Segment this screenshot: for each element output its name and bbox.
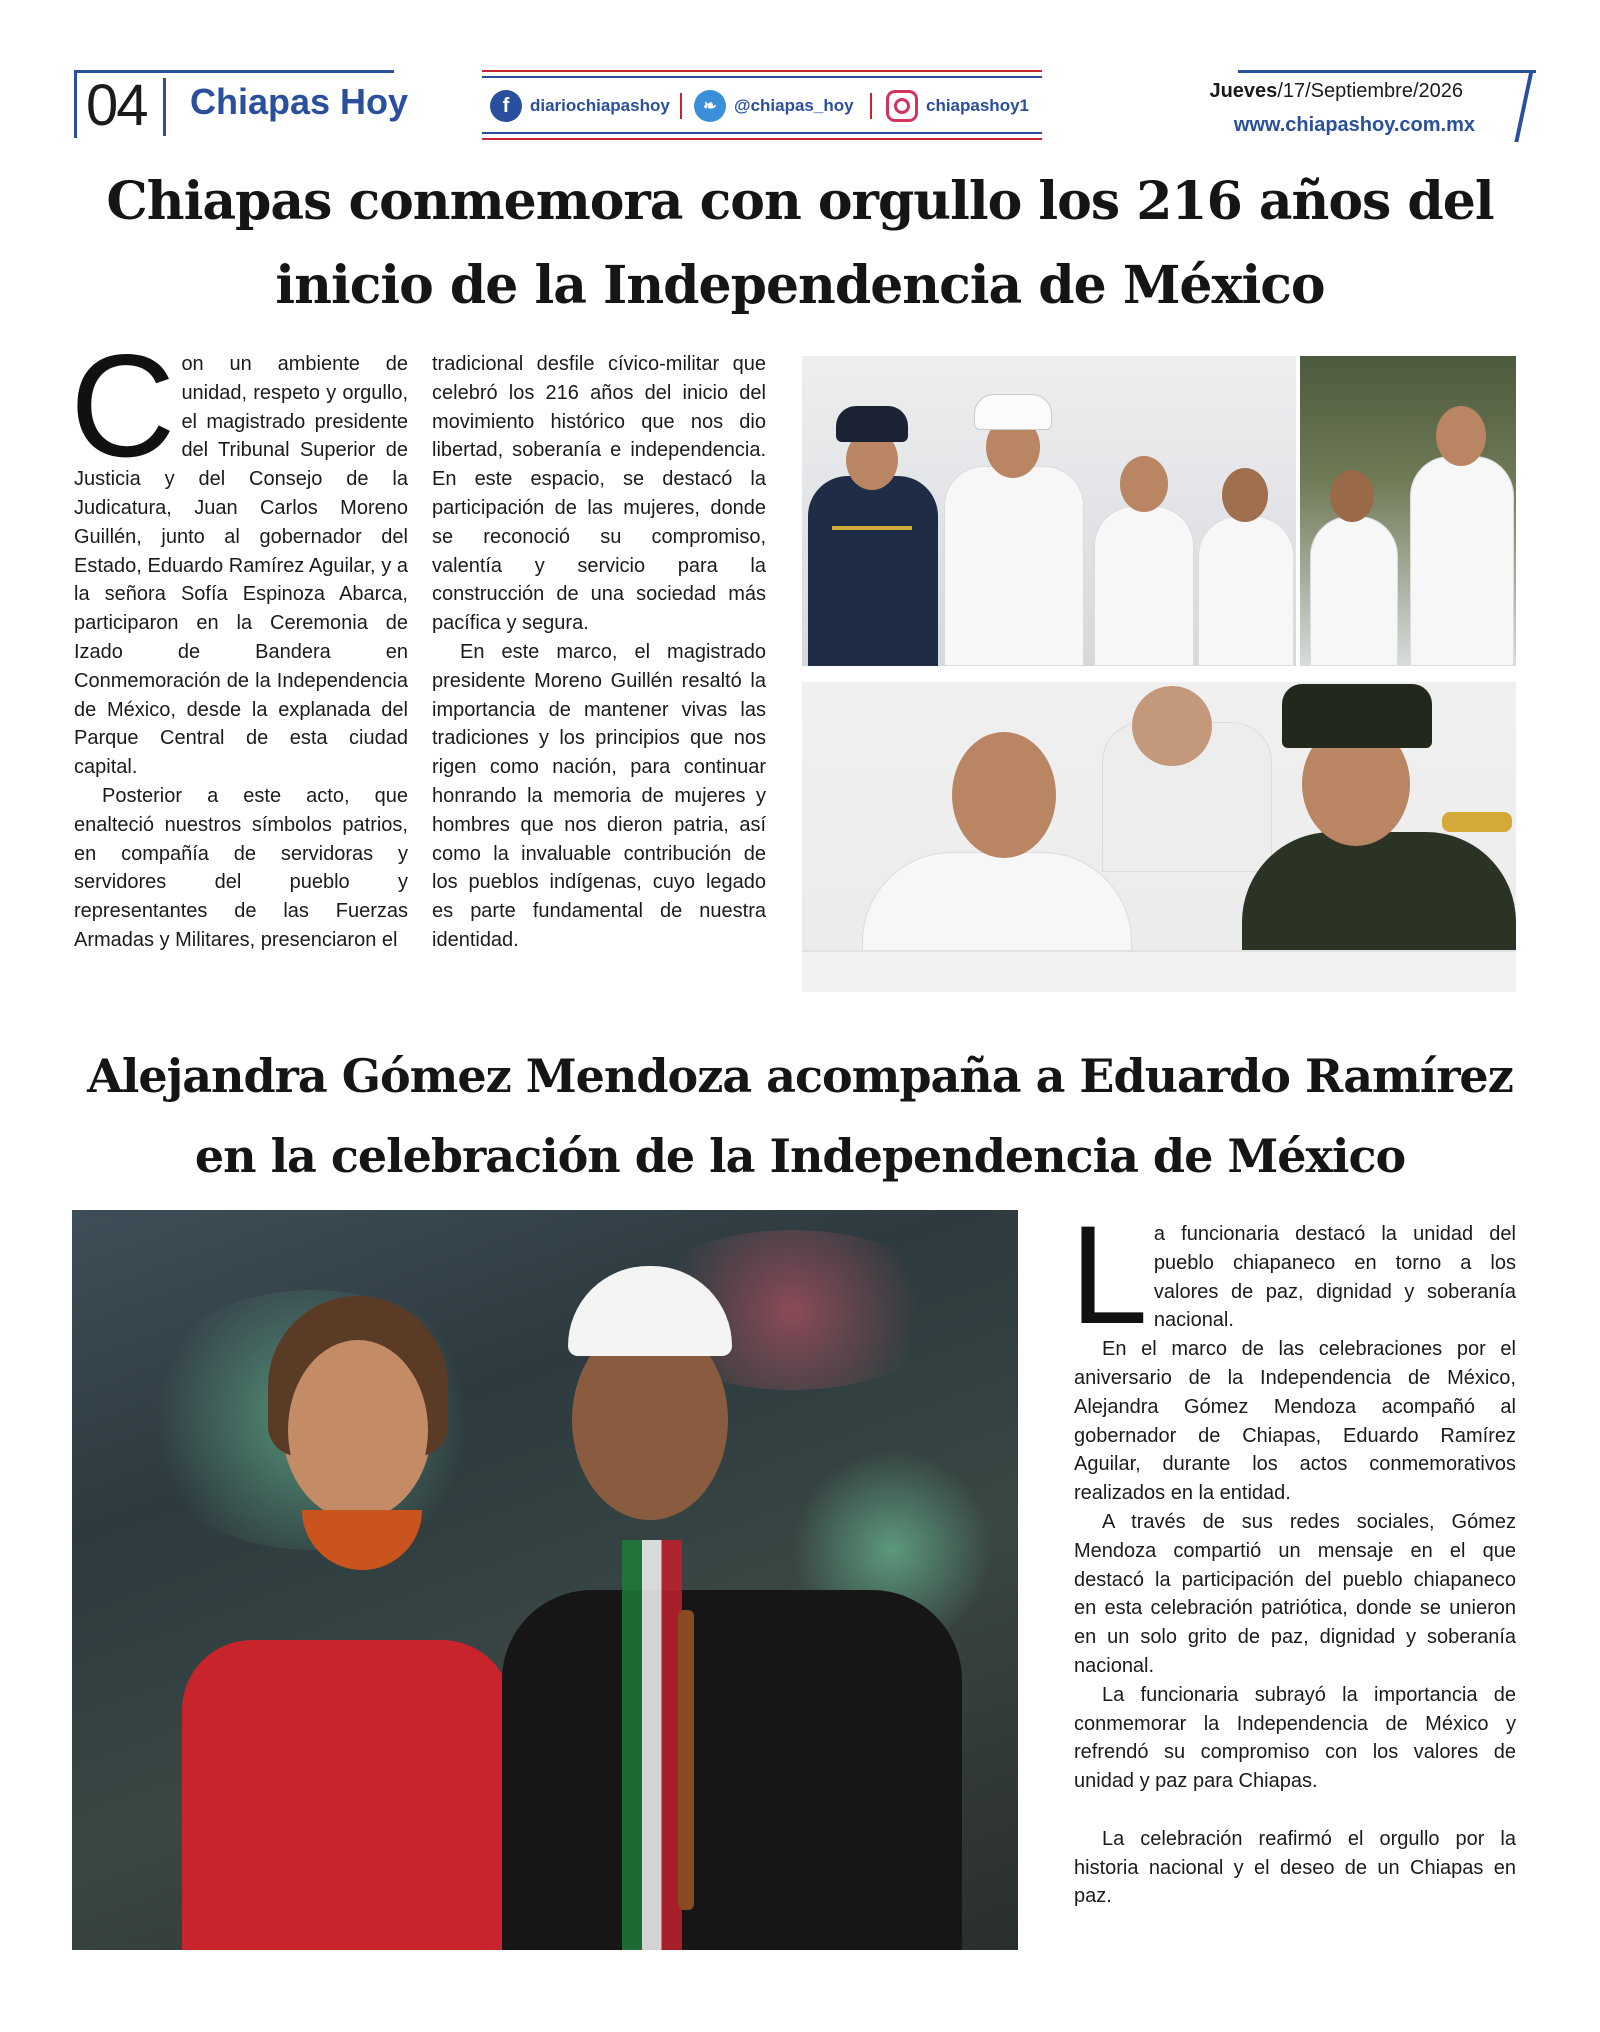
social-rule	[482, 138, 1042, 140]
issue-day: Jueves	[1209, 80, 1278, 102]
instagram-link[interactable]	[886, 88, 1029, 124]
page-number-divider	[163, 78, 166, 136]
facebook-link[interactable]	[490, 88, 670, 124]
article-2-paragraph: A través de sus redes sociales, Gómez Mendoza compartió un mensaje en el que destacó la participación del pueblo chiapaneco en esta celebración patriótica, donde se unieron en un solo grito de paz, dignidad y soberanía nacional.	[1074, 1510, 1516, 1677]
social-separator	[870, 93, 872, 119]
header-slash-right	[1514, 70, 1533, 142]
figure-epaulette	[1442, 812, 1512, 832]
photo-officials-saluting	[802, 356, 1296, 666]
figure-navy-officer	[944, 466, 1084, 666]
article-1-paragraph: En este marco, el magistrado presidente Moreno Guillén resaltó la importancia de mantener vivas las tradiciones y los principios que nos rigen como nación, para continuar honrando la memoria de mujeres y hombres que nos dieron patria, así como la invaluable contribución de los pueblos indígenas, cuyo legado es parte fundamental de nuestra identidad.	[432, 640, 766, 951]
dropcap: C	[70, 324, 176, 487]
social-separator	[680, 93, 682, 119]
headline-line: Chiapas conmemora con orgullo los 216 años del	[106, 171, 1494, 232]
figure-man	[1410, 456, 1514, 666]
figure-necklace	[302, 1510, 422, 1570]
figure-sash	[622, 1540, 682, 1950]
article-1-column-1	[70, 324, 408, 955]
header-rule-right	[1238, 70, 1536, 73]
figure-head	[1120, 456, 1168, 512]
page-number: 04	[86, 73, 147, 138]
article-2-paragraph: En el marco de las celebraciones por el aniversario de la Independencia de México, Alejandra Gómez Mendoza acompañó al gobernador de Chiapas, Eduardo Ramírez Aguilar, durante los actos conmemorativos realizados en la entidad.	[1074, 1338, 1516, 1505]
figure-woman-red-blouse	[182, 1640, 512, 1950]
social-rule	[482, 76, 1042, 78]
figure-military-officer	[808, 476, 938, 666]
article-1-paragraph: Posterior a este acto, que enalteció nuestros símbolos patrios, en compañía de servidoras y servidores del pueblo y representantes de las Fuerzas Armadas y Militares, presenciaron el	[74, 784, 408, 951]
social-bar	[482, 68, 1042, 142]
facebook-icon: f	[490, 90, 522, 122]
article-2-paragraph: La celebración reafirmó el orgullo por la historia nacional y el deseo de un Chiapas en paz.	[1074, 1827, 1516, 1908]
section-name: Chiapas Hoy	[190, 81, 409, 122]
figure-woman	[1198, 516, 1294, 666]
figure-head	[1436, 406, 1486, 466]
figure-braid	[832, 526, 912, 530]
photo-officials-right	[1296, 356, 1516, 666]
headline-line: Alejandra Gómez Mendoza acompaña a Eduardo Ramírez	[87, 1049, 1513, 1103]
twitter-handle: @chiapas_hoy	[734, 96, 854, 115]
figure-cap	[836, 406, 908, 442]
dropcap: L	[1070, 1196, 1148, 1353]
issue-date	[1209, 80, 1463, 103]
figure-man-black-coat	[502, 1590, 962, 1950]
figure-head	[952, 732, 1056, 858]
figure-face	[288, 1340, 428, 1520]
table-edge	[802, 950, 1516, 992]
facebook-handle: diariochiapashoy	[530, 96, 670, 115]
header-bracket-left	[74, 70, 77, 138]
figure-head	[1330, 470, 1374, 522]
photo-magistrate-and-general	[802, 682, 1516, 992]
headline-line: inicio de la Independencia de México	[275, 255, 1325, 316]
article-2-paragraph	[1070, 1196, 1516, 1353]
paragraph-text: a funcionaria destacó la unidad del pueblo chiapaneco en torno a los valores de paz, dignidad y soberanía nacional.	[1153, 1223, 1516, 1332]
article-2-column	[1070, 1196, 1516, 1911]
instagram-handle: chiapashoy1	[926, 96, 1029, 115]
article-1-paragraph	[70, 324, 408, 782]
figure-cap	[974, 394, 1052, 430]
article-1-paragraph: tradicional desfile cívico-militar que celebró los 216 años del inicio del movimiento histórico que nos dio libertad, soberanía e independencia. En este espacio, se destacó la participación de las mujeres, donde se reconoció su compromiso, valentía y servicio para la construcción de una sociedad más pacífica y segura.	[432, 353, 766, 635]
website-link[interactable]: www.chiapashoy.com.mx	[1233, 114, 1475, 136]
figure-governor	[1094, 506, 1194, 666]
photo-gomez-and-ramirez	[72, 1210, 1018, 1950]
article-1-headline	[60, 160, 1540, 328]
social-rule	[482, 70, 1042, 72]
twitter-icon: ❧	[694, 90, 726, 122]
paragraph-text: on un ambiente de unidad, respeto y orgullo, el magistrado presidente del Tribunal Superior de Justicia y del Consejo de la Judicatura, Juan Carlos Moreno Guillén, junto al gobernador del Estado, Eduardo Ramírez Aguilar, y a la señora Sofía Espinoza Abarca, participaron en la Ceremonia de Izado de Bandera en Conmemoración de la Independencia de México, desde la explanada del Parque Central de esta ciudad capital.	[74, 353, 408, 779]
figure-staff	[678, 1610, 694, 1910]
figure-head	[1222, 468, 1268, 522]
figure-woman	[1310, 516, 1398, 666]
figure-head	[1132, 686, 1212, 766]
instagram-icon	[886, 90, 918, 122]
social-rule	[482, 132, 1042, 134]
article-2-paragraph: La funcionaria subrayó la importancia de conmemorar la Independencia de México y refrendó su compromiso con los valores de unidad y paz para Chiapas.	[1074, 1683, 1516, 1793]
article-2-headline	[60, 1036, 1540, 1196]
figure-cap	[1282, 684, 1432, 748]
issue-date-rest: /17/Septiembre/2026	[1277, 80, 1463, 102]
twitter-link[interactable]	[694, 88, 854, 124]
headline-line: en la celebración de la Independencia de México	[194, 1129, 1406, 1183]
article-1-column-2	[432, 350, 766, 955]
